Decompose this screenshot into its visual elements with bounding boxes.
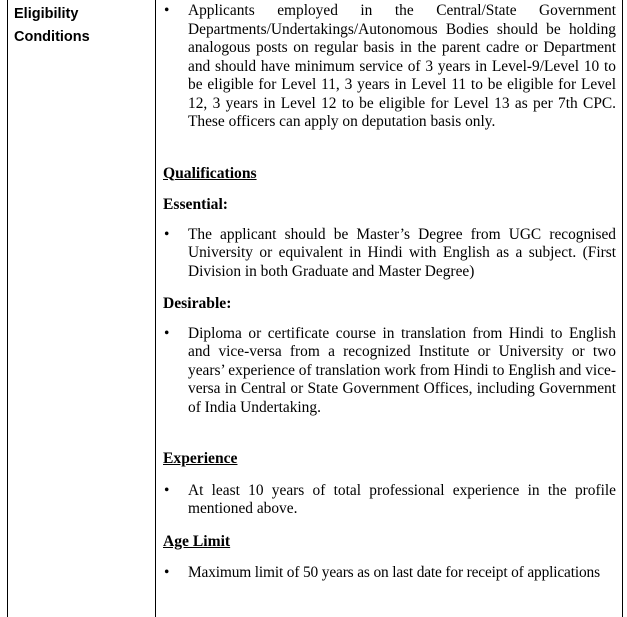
bullet: • — [164, 324, 170, 342]
list-item — [163, 2, 616, 132]
age-limit-heading: Age Limit — [163, 532, 231, 550]
age-limit-list — [163, 564, 616, 583]
experience-heading: Experience — [163, 450, 238, 467]
bullet: • — [164, 564, 170, 581]
bullet: • — [164, 225, 170, 243]
desirable-list — [163, 325, 616, 418]
deputation-list — [163, 2, 616, 132]
desirable-label: Desirable: — [163, 295, 232, 312]
essential-list — [163, 226, 616, 282]
experience-text: At least 10 years of total professional experience in the profile mentioned above. — [188, 481, 616, 517]
list-item — [163, 482, 616, 519]
eligibility-conditions-label: Eligibility Conditions — [14, 6, 90, 45]
list-item — [163, 226, 616, 282]
deputation-text: Applicants employed in the Central/State Government Departments/Undertakings/Autonomous Bodies should be holding analogous posts on regular basis in the parent cadre or Department and should have minimum service of 3 years in Level-9/Level 10 to be eligible for Level 11, 3 years in Level 11 to be eligible for Level 12, 3 years in Level 12 to be eligible for Level 13 as per 7th CPC. These officers can apply on deputation basis only. — [188, 2, 616, 130]
bullet: • — [164, 481, 170, 499]
bullet: • — [164, 2, 170, 19]
eligibility-content — [163, 2, 616, 583]
list-item — [163, 564, 616, 583]
age-limit-text: Maximum limit of 50 years as on last date for receipt of applications — [188, 564, 600, 581]
qualifications-heading: Qualifications — [163, 164, 257, 182]
table-right-border — [622, 0, 623, 617]
experience-list — [163, 482, 616, 519]
list-item — [163, 325, 616, 418]
essential-label: Essential: — [163, 196, 228, 213]
table-left-border — [7, 0, 8, 617]
table-column-divider — [155, 0, 156, 617]
desirable-text: Diploma or certificate course in translation from Hindi to English and vice-versa from a recognized Institute or University or two years’ experience of translation work from Hindi to English and vice-versa in Central or State Government Offices, including Government of India Undertaking. — [188, 324, 616, 416]
essential-text: The applicant should be Master’s Degree from UGC recognised University or equivalent in Hindi with English as a subject. (First Division in both Graduate and Master Degree) — [188, 225, 616, 280]
